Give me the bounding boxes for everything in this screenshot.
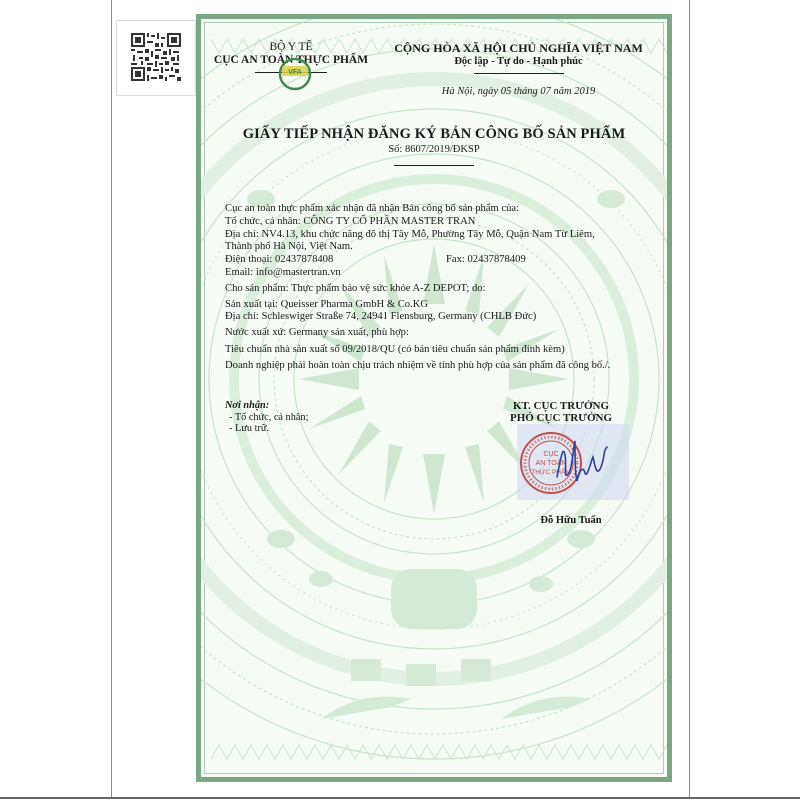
ministry-name: BỘ Y TẾ xyxy=(269,41,313,53)
signature-block xyxy=(481,400,641,424)
manufacturer: Sản xuất tại: Queisser Pharma GmbH & Co.KG xyxy=(225,298,429,310)
address-line-1: Địa chỉ: NV4.13, khu chức năng đô thị Tây Mỗ, Phường Tây Mỗ, Quận Nam Từ Liêm, xyxy=(225,228,595,240)
intro-text: Cục an toàn thực phẩm xác nhận đã nhận Bản công bố sản phẩm của: xyxy=(225,203,520,214)
agency-name: CỤC AN TOÀN THỰC PHẨM xyxy=(213,54,369,66)
svg-text:VFA: VFA xyxy=(288,69,302,76)
email: Email: info@mastertran.vn xyxy=(225,266,341,278)
svg-text:THỰC PHẨM: THỰC PHẨM xyxy=(531,469,571,476)
signer-title-1: KT. CỤC TRƯỞNG xyxy=(512,400,610,412)
recipients-label: Nơi nhận: xyxy=(225,400,270,411)
title-block xyxy=(201,126,667,166)
certificate-document xyxy=(196,14,672,782)
svg-text:CỤC: CỤC xyxy=(543,451,559,458)
svg-text:AN TOÀN: AN TOÀN xyxy=(535,460,567,467)
vfa-logo-icon xyxy=(278,57,312,91)
document-number: Số: 8607/2019/ĐKSP xyxy=(388,144,480,155)
bottom-divider xyxy=(0,797,800,799)
title-rule xyxy=(394,165,474,166)
handwritten-signature-icon xyxy=(553,437,613,487)
product: Cho sản phẩm: Thực phẩm bảo vệ sức khỏe A-Z DEPOT; do: xyxy=(225,282,486,294)
phone: Điện thoại: 02437878408 xyxy=(225,254,334,266)
recipient-item: - Tổ chức, cá nhân; xyxy=(229,411,309,423)
country-of-origin: Nước xuất xứ: Germany sản xuất, phù hợp: xyxy=(225,327,409,339)
document-body xyxy=(225,203,665,373)
signer-name: Đỗ Hữu Tuấn xyxy=(540,515,602,526)
organization: Tổ chức, cá nhân: CÔNG TY CỔ PHẦN MASTER TRAN xyxy=(225,215,476,227)
national-header xyxy=(376,41,661,97)
manufacturer-address: Địa chỉ: Schleswiger Straße 74, 24941 Flensburg, Germany (CHLB Đức) xyxy=(225,311,537,323)
fax: Fax: 02437878409 xyxy=(446,254,526,266)
issue-date: Hà Nội, ngày 05 tháng 07 năm 2019 xyxy=(441,86,596,97)
contact-row xyxy=(225,254,665,267)
recipient-item: - Lưu trữ. xyxy=(229,423,270,434)
document-title: GIẤY TIẾP NHẬN ĐĂNG KÝ BẢN CÔNG BỐ SẢN PHẨM xyxy=(242,126,626,142)
responsibility-statement: Doanh nghiệp phải hoàn toàn chịu trách nhiệm về tính phù hợp của sản phẩm đã công bố./. xyxy=(225,359,611,371)
signer-title-2: PHÓ CỤC TRƯỞNG xyxy=(509,412,613,424)
recipients xyxy=(225,400,308,435)
nation-name: CỘNG HÒA XÃ HỘI CHỦ NGHĨA VIỆT NAM xyxy=(394,41,643,55)
qr-code-box xyxy=(116,20,196,96)
address-line-2: Thành phố Hà Nội, Việt Nam. xyxy=(225,241,353,253)
motto-rule xyxy=(474,73,564,74)
national-motto: Độc lập - Tự do - Hạnh phúc xyxy=(454,56,583,67)
document-content xyxy=(201,19,667,777)
standard: Tiêu chuẩn nhà sản xuất số 09/2018/QU (có bản tiêu chuẩn sản phẩm đính kèm) xyxy=(225,343,565,355)
qr-code-icon xyxy=(131,33,181,81)
